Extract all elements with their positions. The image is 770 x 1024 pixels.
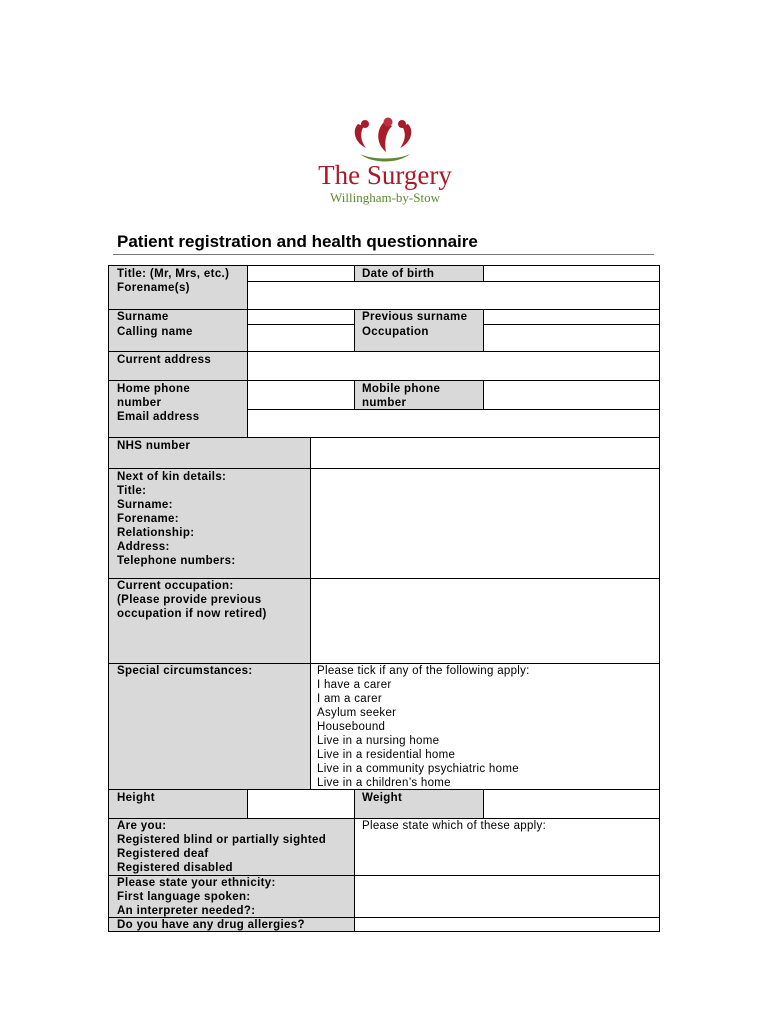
previous-surname-field[interactable]: [483, 309, 660, 325]
special-circumstances-label: Special circumstances:: [117, 665, 253, 677]
ethnicity-label: Please state your ethnicity: First language spoken: An interpreter needed?:: [117, 877, 276, 917]
current-occupation-label: Current occupation: (Please provide previous occupation if now retired): [117, 580, 267, 620]
nhs-number-field[interactable]: [310, 437, 660, 469]
email-label: Email address: [117, 411, 200, 423]
previous-surname-label: Previous surname: [362, 311, 468, 323]
are-you-label: Are you: Registered blind or partially sighted Registered deaf Registered disabled: [117, 820, 327, 874]
weight-field[interactable]: [483, 789, 660, 819]
current-address-field[interactable]: [247, 351, 660, 381]
logo-subtitle: Willingham-by-Stow: [330, 190, 440, 205]
home-phone-label: Home phone number: [117, 383, 191, 409]
surname-field[interactable]: [247, 309, 355, 325]
occupation-label: Occupation: [362, 326, 429, 338]
height-field[interactable]: [247, 789, 355, 819]
occupation-field[interactable]: [483, 324, 660, 352]
date-of-birth-field[interactable]: [483, 265, 660, 282]
home-phone-field[interactable]: [247, 380, 355, 410]
logo-title: The Surgery: [318, 160, 452, 190]
next-of-kin-field[interactable]: [310, 468, 660, 579]
title-label: Title: (Mr, Mrs, etc.): [117, 268, 230, 280]
special-circumstances-label-cell: [108, 663, 311, 790]
calling-name-field[interactable]: [247, 324, 355, 352]
email-field[interactable]: [247, 409, 660, 438]
drug-allergies-field[interactable]: [354, 917, 660, 932]
height-label: Height: [117, 792, 155, 804]
current-occupation-field[interactable]: [310, 578, 660, 664]
weight-label: Weight: [362, 792, 403, 804]
surname-label: Surname: [117, 311, 169, 323]
mobile-phone-field[interactable]: [483, 380, 660, 410]
date-of-birth-label: Date of birth: [362, 268, 435, 280]
calling-name-label: Calling name: [117, 326, 193, 338]
nhs-number-label: NHS number: [117, 440, 191, 452]
forename-label: Forename(s): [117, 282, 190, 294]
surgery-logo: [300, 116, 470, 212]
current-address-label: Current address: [117, 354, 212, 366]
figures-emblem-icon: [300, 116, 470, 166]
title-underline: [113, 254, 654, 255]
document-title: Patient registration and health questionnaire: [117, 232, 478, 251]
special-circumstances-options: Please tick if any of the following apply: I have a carer I am a carer Asylum seeker Housebound Live in a nursing home Live in a residential home Live in a community psychiatric home Live in a children’s home: [317, 665, 530, 789]
mobile-phone-label: Mobile phone number: [362, 383, 441, 409]
title-field[interactable]: [247, 265, 355, 282]
ethnicity-field[interactable]: [354, 875, 660, 918]
forename-field[interactable]: [247, 281, 660, 310]
next-of-kin-label: Next of kin details: Title: Surname: Forename: Relationship: Address: Telephone numbers:: [117, 471, 236, 567]
drug-allergies-label: Do you have any drug allergies?: [117, 919, 305, 931]
please-state-label: Please state which of these apply:: [362, 820, 547, 832]
